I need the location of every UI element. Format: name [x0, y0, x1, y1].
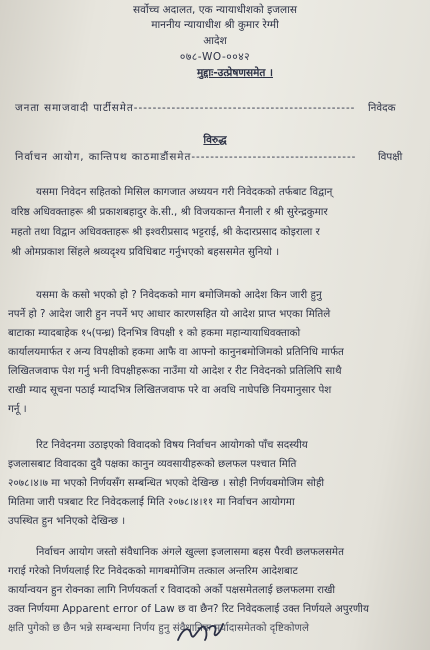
order-title: आदेश — [203, 35, 227, 47]
petitioner-line: जनता समाजवादी पार्टीसमेत----------------------------------------------- — [15, 102, 356, 114]
para4-line: गराई गरेको निर्णयलाई रिट निवेदकको मागबमोजिम तत्काल अन्तरिम आदेशबाट — [8, 565, 298, 577]
para2-line: यसमा के कसो भएको हो ? निवेदकको माग बमोजिमको आदेश किन जारी हुनु — [36, 289, 322, 301]
petitioner-role: निवेदक — [368, 102, 396, 114]
case-subject: मुद्दाः-उत्प्रेषणसमेत । — [197, 67, 273, 79]
handwritten-signature — [175, 618, 227, 646]
para1-line: श्री ओमप्रकाश सिंहले श्रव्यदृश्य प्रविधिबाट गर्नुभएको बहससमेत सुनियो । — [11, 246, 280, 258]
versus-heading: विरुद्ध — [203, 134, 227, 146]
court-name: सर्वोच्च अदालत, एक न्यायाधीशको इजलास — [133, 4, 297, 16]
justice-name: माननीय न्यायाधीश श्री कुमार रेग्मी — [151, 19, 279, 31]
para2-line: राखी म्याद सूचना पठाई म्यादभित्र लिखितजवाफ परे वा अवधि नाघेपछि नियमानुसार पेश — [8, 384, 332, 396]
para1-line: महतो तथा विद्वान अधिवक्ताहरू श्री इश्वरीप्रसाद भट्टराई, श्री केदारप्रसाद कोइराला र — [11, 226, 320, 238]
para3-line: उपस्थित हुन भनिएको देखिन्छ । — [8, 515, 126, 527]
para3-line: २०७८।४।७ मा भएको निर्णयसँग सम्बन्धित भएको देखिन्छ । सोही निर्णयबमोजिम सोही — [8, 477, 325, 489]
para3-line: इजलासबाट विवादका दुवै पक्षका कानुन व्यवसायीहरूको छलफल पश्चात मिति — [8, 458, 297, 470]
respondent-role: विपक्षी — [378, 151, 403, 163]
para3-line: रिट निवेदनमा उठाइएको विवादको विषय निर्वाचन आयोगको पाँच सदस्यीय — [36, 439, 308, 451]
para2-line: नपर्ने हो ? आदेश जारी हुन नपर्ने भए आधार कारणसहित यो आदेश प्राप्त भएका मितिले — [8, 308, 331, 320]
para4-line: उक्त निर्णयमा Apparent error of Law छ वा छैन? रिट निवेदकलाई उक्त निर्णयले अपुरणीय — [8, 603, 369, 615]
case-number: ०७८-WO-००४२ — [179, 51, 251, 63]
para2-line: कार्यालयमार्फत र अन्य विपक्षीको हकमा आफै वा आफ्नो कानुनबमोजिमको प्रतिनिधि मार्फत — [8, 346, 344, 358]
para4-line: कार्यान्वयन हुन रोक्नका लागि निर्णयकर्ता र विवादको अर्को पक्षसमेतलाई छलफलमा राखी — [8, 584, 336, 596]
respondent-line: निर्वाचन आयोग, कान्तिपथ काठमाडौंसमेत----------------------------------- — [15, 151, 357, 163]
para1-line: वरिष्ठ अधिवक्ताहरू श्री प्रकाशबहादुर के.सी., श्री विजयकान्त मैनाली र श्री सुरेन्द्रकुमार — [11, 206, 328, 218]
para3-line: मितिमा जारी पत्रबाट रिट निवेदकलाई मिति २०७८।४।११ मा निर्वाचन आयोगमा — [8, 496, 295, 508]
para1-line: यसमा निवेदन सहितको मिसिल कागजात अध्ययन गरी निवेदकको तर्फबाट विद्वान् — [36, 186, 333, 198]
para2-line: बाटाका म्यादबाहेक १५(पन्ध्र) दिनभित्र विपक्षी १ को हकमा महान्यायाधिवक्ताको — [8, 327, 301, 339]
para2-line: लिखितजवाफ पेश गर्नु भनी विपक्षीहरूका नाउँमा यो आदेश र रीट निवेदनको प्रतिलिपि साथै — [8, 365, 342, 377]
para4-line: निर्वाचन आयोग जस्तो संवैधानिक अंगले खुल्ला इजलासमा बहस पैरवी छलफलसमेत — [36, 546, 344, 558]
para2-line: गर्नू । — [8, 403, 27, 415]
para4-line: क्षति पुगेको छ छैन भन्ने सम्बन्धमा निर्णय हुनु संवैधानिक मर्यादासमेतको दृष्टिकोणले — [8, 622, 309, 634]
